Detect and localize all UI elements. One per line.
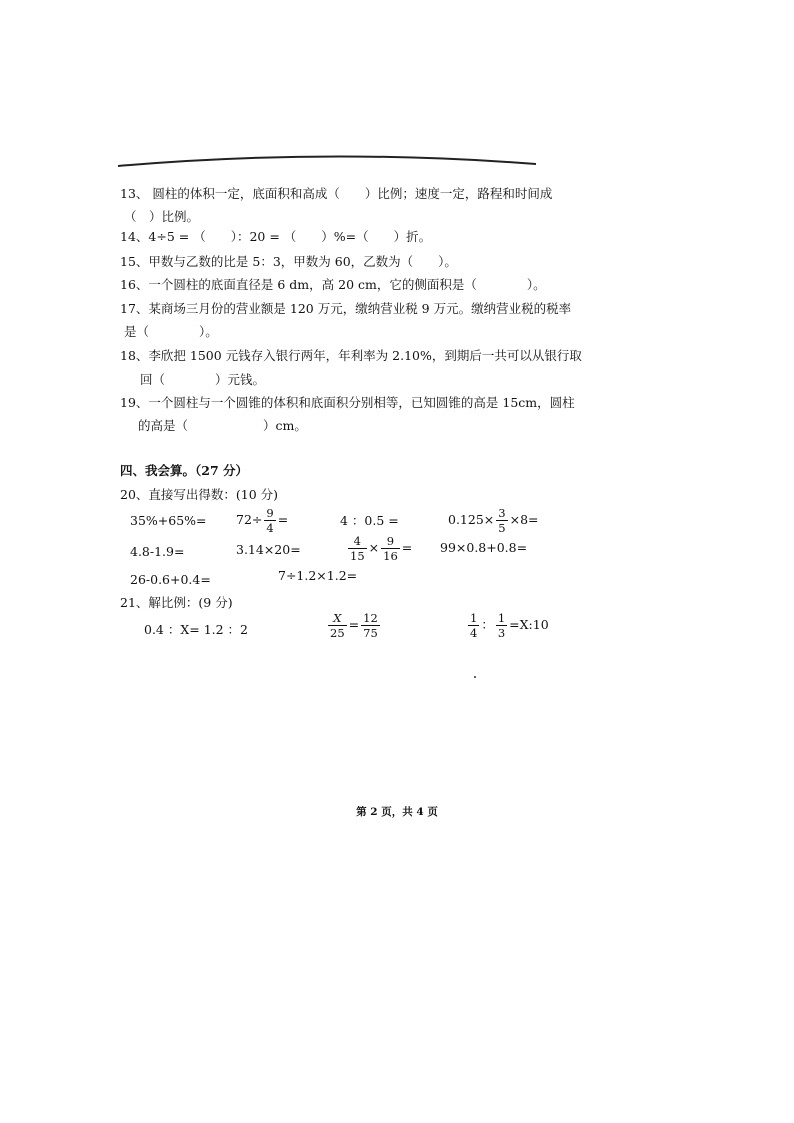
question-18-line1: 18、李欣把 1500 元钱存入银行两年，年利率为 2.10%，到期后一共可以从银行取: [120, 348, 582, 363]
fraction-denominator: 16: [383, 549, 398, 563]
fraction-numerator: 9: [266, 506, 274, 520]
question-20-label: 20、直接写出得数：(10 分): [120, 487, 279, 502]
question-19-line2: 的高是（ ）cm。: [138, 418, 307, 433]
fraction-denominator: 3: [497, 626, 506, 640]
fraction: [361, 611, 380, 640]
proportion-3-colon: ：: [481, 617, 494, 632]
fraction-numerator: X: [328, 611, 347, 626]
proportion-1: 0.4 ：X= 1.2 ：2: [144, 622, 249, 637]
question-19-line1: 19、一个圆柱与一个圆锥的体积和底面积分别相等，已知圆锥的高是 15cm，圆柱: [120, 395, 575, 410]
proportion-2-equals: =: [348, 617, 360, 632]
fraction: [496, 611, 507, 640]
calc-4-suffix: ×8=: [509, 512, 539, 527]
fraction-denominator: 4: [266, 521, 274, 535]
fraction: [496, 506, 507, 535]
calc-7-suffix: =: [401, 540, 413, 555]
fraction: [264, 506, 275, 535]
fraction-numerator: 3: [498, 506, 506, 520]
fraction-denominator: 25: [330, 626, 345, 640]
page-edge-curve: [118, 152, 536, 172]
fraction-denominator: 75: [363, 626, 378, 640]
calc-4-prefix: 0.125×: [448, 512, 495, 527]
fraction-denominator: 5: [498, 521, 506, 535]
fraction: [381, 534, 400, 563]
calc-7: [346, 531, 412, 565]
calc-10: 7÷1.2×1.2=: [278, 568, 358, 583]
section-4-title: 四、我会算。（27 分）: [120, 463, 248, 478]
calc-1: 35%+65%=: [130, 513, 207, 528]
question-17-line1: 17、某商场三月份的营业额是 120 万元，缴纳营业税 9 万元。缴纳营业税的税率: [120, 301, 572, 316]
question-16: 16、一个圆柱的底面直径是 6 dm，高 20 cm，它的侧面积是（ ）。: [120, 277, 546, 292]
question-17-line2: 是（ ）。: [124, 324, 218, 339]
proportion-3-suffix: =X:10: [509, 617, 549, 632]
calc-8: 99×0.8+0.8=: [440, 540, 528, 555]
calc-9: 26-0.6+0.4=: [130, 572, 211, 587]
fraction-numerator: 1: [497, 611, 506, 625]
page-footer: 第 2 页，共 4 页: [356, 806, 438, 818]
fraction: [468, 611, 479, 640]
fraction-denominator: 15: [350, 549, 365, 563]
calc-5: 4.8-1.9=: [130, 544, 185, 559]
fraction-numerator: 4: [348, 534, 367, 549]
proportion-2: [326, 608, 382, 642]
question-18-line2: 回（ ）元钱。: [140, 372, 266, 387]
calc-2-suffix: =: [277, 512, 289, 527]
calc-4: [448, 503, 539, 537]
calc-7-operator: ×: [368, 540, 380, 555]
fraction-denominator: 4: [470, 626, 478, 640]
question-13-line2: （ ）比例。: [124, 209, 200, 224]
calc-3: 4 ：0.5 =: [340, 513, 399, 528]
calc-2-prefix: 72÷: [236, 512, 263, 527]
calc-2: [236, 503, 288, 537]
question-14: 14、4÷5 = （ ）：20 = （ ）%=（ ）折。: [120, 229, 432, 244]
calc-6: 3.14×20=: [236, 542, 301, 557]
proportion-3: [466, 608, 549, 642]
fraction: [328, 611, 347, 640]
fraction: [348, 534, 367, 563]
question-15: 15、甲数与乙数的比是 5：3，甲数为 60，乙数为（ ）。: [120, 254, 457, 269]
question-21-label: 21、解比例：(9 分): [120, 595, 233, 610]
scan-speck: [474, 676, 476, 678]
fraction-numerator: 12: [363, 611, 378, 625]
question-13-line1: 13、 圆柱的体积一定，底面积和高成（ ）比例；速度一定，路程和时间成: [120, 186, 553, 201]
fraction-numerator: 1: [470, 611, 478, 625]
fraction-numerator: 9: [381, 534, 400, 549]
